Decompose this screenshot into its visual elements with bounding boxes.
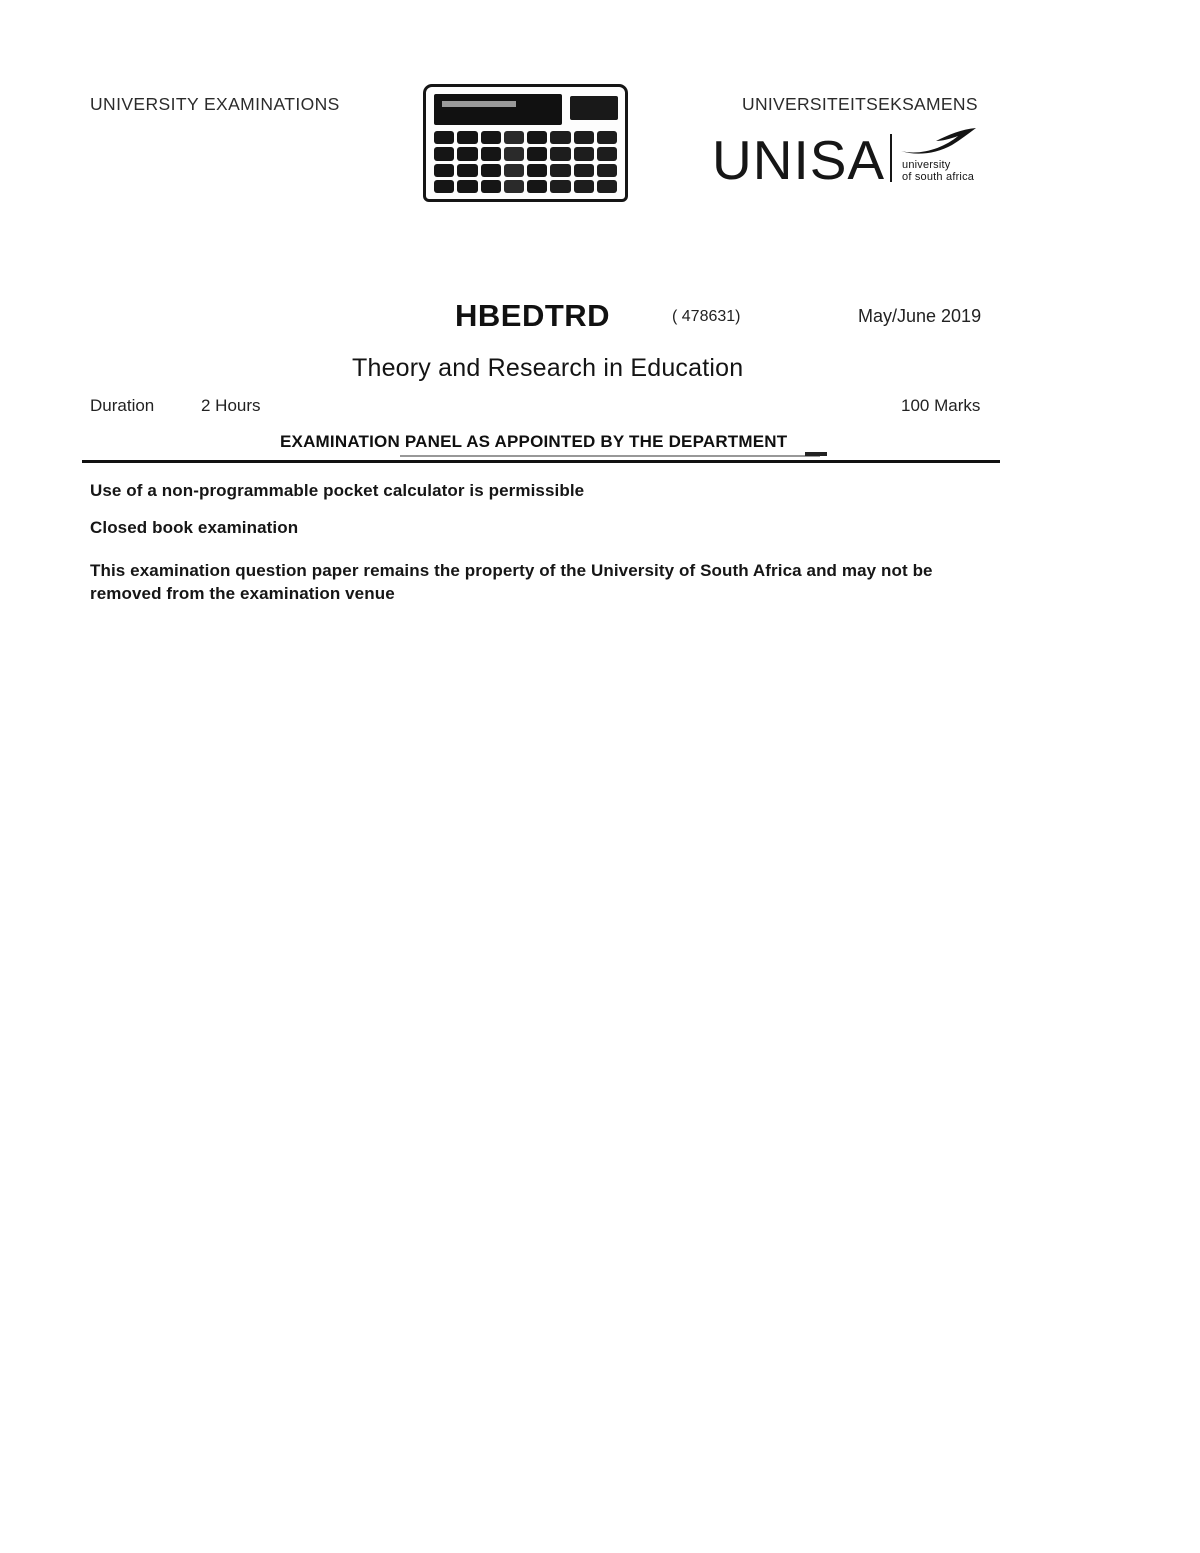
note-property: This examination question paper remains the property of the University of South Africa and may not be removed from the examination venue	[90, 561, 933, 603]
calculator-body	[423, 84, 628, 202]
calculator-key	[574, 180, 594, 193]
calculator-key	[527, 164, 547, 177]
calculator-key	[457, 147, 477, 160]
exam-session: May/June 2019	[858, 306, 982, 326]
unisa-logo	[712, 126, 982, 196]
calculator-key	[481, 164, 501, 177]
calculator-key	[574, 131, 594, 144]
calculator-key	[434, 131, 454, 144]
calculator-key	[434, 147, 454, 160]
calculator-key	[550, 180, 570, 193]
calculator-key	[504, 180, 524, 193]
calculator-key	[434, 180, 454, 193]
unisa-tagline-line1: university	[902, 159, 951, 171]
calculator-key	[550, 131, 570, 144]
note-closed-book: Closed book examination	[90, 518, 299, 537]
calculator-key	[597, 164, 617, 177]
calculator-display	[434, 94, 562, 125]
rule-shadow	[400, 455, 820, 457]
calculator-key	[527, 131, 547, 144]
duration-value: 2 Hours	[201, 396, 261, 415]
calculator-key	[504, 147, 524, 160]
total-marks: 100 Marks	[901, 396, 981, 415]
calculator-key	[527, 180, 547, 193]
subject-title: Theory and Research in Education	[352, 354, 744, 382]
calculator-icon	[423, 84, 628, 202]
calculator-key	[481, 180, 501, 193]
calculator-key	[550, 164, 570, 177]
calculator-display-row	[434, 94, 617, 127]
calculator-key	[457, 131, 477, 144]
page-header	[0, 84, 1200, 214]
calculator-key	[504, 164, 524, 177]
swoosh-icon	[898, 126, 984, 158]
module-code: HBEDTRD	[455, 298, 611, 333]
calculator-key	[504, 131, 524, 144]
examination-panel: EXAMINATION PANEL AS APPOINTED BY THE DEPARTMENT	[280, 432, 788, 451]
header-left-title: UNIVERSITY EXAMINATIONS	[90, 94, 340, 114]
calculator-key	[457, 180, 477, 193]
unisa-tagline-line2: of south africa	[902, 171, 975, 183]
calculator-key	[597, 131, 617, 144]
calculator-key	[434, 164, 454, 177]
calculator-key	[574, 164, 594, 177]
calculator-key	[457, 164, 477, 177]
calculator-key	[597, 180, 617, 193]
calculator-key	[574, 147, 594, 160]
note-calculator: Use of a non-programmable pocket calculator is permissible	[90, 481, 585, 500]
calculator-keypad	[434, 131, 617, 193]
rule-tick	[805, 452, 827, 456]
logo-divider	[890, 134, 892, 182]
calculator-key	[550, 147, 570, 160]
module-code-row	[0, 298, 1200, 332]
calculator-key	[481, 131, 501, 144]
header-right-title: UNIVERSITEITSEKSAMENS	[742, 94, 978, 114]
calculator-key	[527, 147, 547, 160]
unisa-wordmark: UNISA	[712, 129, 886, 191]
duration-label: Duration	[90, 396, 155, 415]
paper-number: ( 478631)	[672, 308, 741, 325]
duration-row	[0, 396, 1200, 420]
calculator-key	[481, 147, 501, 160]
calculator-key	[597, 147, 617, 160]
horizontal-rule	[82, 460, 1000, 463]
calculator-display-secondary	[570, 96, 618, 120]
